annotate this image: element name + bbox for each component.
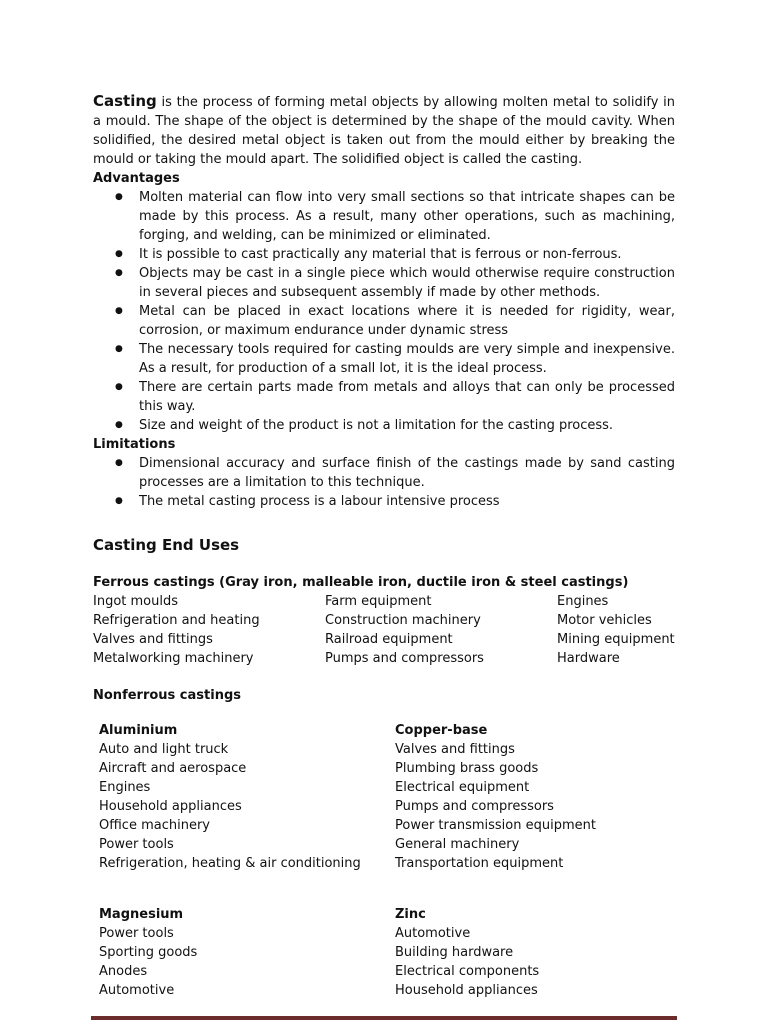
footer-rule xyxy=(91,1016,677,1020)
list-item: Electrical equipment xyxy=(395,780,530,795)
list-item: Aircraft and aerospace xyxy=(99,761,247,776)
table-cell: Motor vehicles xyxy=(557,613,652,628)
list-item: Office machinery xyxy=(99,818,210,833)
list-item: ● Molten material can flow into very small sections so that intricate shapes can be made by this process. As a result, many other operations, such as machining, forging, and welding, can be minimized or eliminated. xyxy=(93,188,675,245)
list-item: ● Dimensional accuracy and surface finish of the castings made by sand casting processes are a limitation to this technique. xyxy=(93,454,675,492)
copper-title: Copper-base xyxy=(395,723,488,738)
aluminium-title: Aluminium xyxy=(99,723,178,738)
list-item: ● There are certain parts made from metals and alloys that can only be processed this way. xyxy=(93,378,675,416)
advantages-list xyxy=(93,188,675,435)
list-item: Sporting goods xyxy=(99,945,198,960)
list-item: Plumbing brass goods xyxy=(395,761,539,776)
intro-paragraph xyxy=(93,92,675,169)
table-cell: Farm equipment xyxy=(325,594,432,609)
end-uses-heading: Casting End Uses xyxy=(93,536,240,554)
intro-text: is the process of forming metal objects by allowing molten metal to solidify in a mould. The shape of the object is determined by the shape of the mould cavity. When solidified, the desired metal object is taken out from the mould either by breaking the mould or taking the mould apart. The solidified object is called the casting. xyxy=(93,95,675,167)
zinc-title: Zinc xyxy=(395,907,426,922)
list-item: Valves and fittings xyxy=(395,742,515,757)
aluminium-column xyxy=(99,721,395,873)
copper-column xyxy=(395,721,681,873)
list-item: Pumps and compressors xyxy=(395,799,554,814)
list-item: Anodes xyxy=(99,964,148,979)
document-page xyxy=(93,92,675,1000)
table-cell: Metalworking machinery xyxy=(93,651,254,666)
list-item: Power transmission equipment xyxy=(395,818,596,833)
list-item: ● Size and weight of the product is not a limitation for the casting process. xyxy=(93,416,675,435)
list-item: General machinery xyxy=(395,837,520,852)
table-cell: Mining equipment xyxy=(557,632,675,647)
list-item: Transportation equipment xyxy=(395,856,564,871)
list-item: ● The necessary tools required for casting moulds are very simple and inexpensive. As a result, for production of a small lot, it is the ideal process. xyxy=(93,340,675,378)
table-cell: Valves and fittings xyxy=(93,632,213,647)
table-cell: Construction machinery xyxy=(325,613,481,628)
list-item: Power tools xyxy=(99,926,174,941)
ferrous-table xyxy=(93,592,675,668)
list-item: ● Objects may be cast in a single piece which would otherwise require construction in several pieces and subsequent assembly if made by other methods. xyxy=(93,264,675,302)
nonferrous-block-2 xyxy=(93,905,675,1000)
list-item: Refrigeration, heating & air conditioning xyxy=(99,856,361,871)
table-cell: Hardware xyxy=(557,651,620,666)
list-item: Household appliances xyxy=(395,983,538,998)
magnesium-title: Magnesium xyxy=(99,907,184,922)
table-cell: Pumps and compressors xyxy=(325,651,484,666)
nonferrous-label: Nonferrous castings xyxy=(93,688,241,703)
table-cell: Engines xyxy=(557,594,609,609)
list-item: ● Metal can be placed in exact locations where it is needed for rigidity, wear, corrosion, or maximum endurance under dynamic stress xyxy=(93,302,675,340)
advantages-label: Advantages xyxy=(93,171,180,186)
intro-term: Casting xyxy=(93,92,157,110)
table-cell: Refrigeration and heating xyxy=(93,613,260,628)
list-item: ● It is possible to cast practically any material that is ferrous or non-ferrous. xyxy=(93,245,675,264)
table-cell: Railroad equipment xyxy=(325,632,453,647)
list-item: Auto and light truck xyxy=(99,742,229,757)
list-item: ● The metal casting process is a labour intensive process xyxy=(93,492,675,511)
magnesium-column xyxy=(99,905,395,1000)
list-item: Engines xyxy=(99,780,151,795)
table-cell: Ingot moulds xyxy=(93,594,179,609)
list-item: Power tools xyxy=(99,837,174,852)
list-item: Household appliances xyxy=(99,799,242,814)
limitations-list xyxy=(93,454,675,511)
list-item: Electrical components xyxy=(395,964,540,979)
limitations-label: Limitations xyxy=(93,437,176,452)
list-item: Automotive xyxy=(395,926,471,941)
ferrous-label: Ferrous castings (Gray iron, malleable iron, ductile iron & steel castings) xyxy=(93,575,629,590)
nonferrous-block-1 xyxy=(93,721,675,873)
list-item: Automotive xyxy=(99,983,175,998)
list-item: Building hardware xyxy=(395,945,514,960)
zinc-column xyxy=(395,905,681,1000)
